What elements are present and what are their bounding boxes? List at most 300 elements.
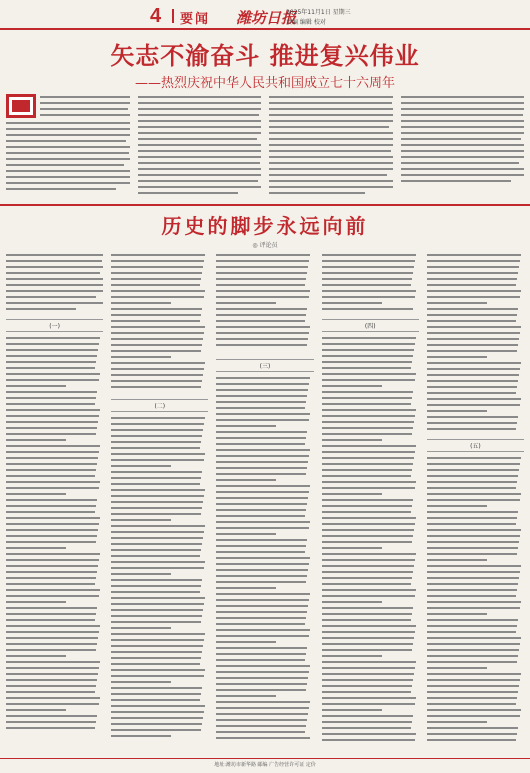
text-line [6, 691, 95, 693]
text-line [216, 491, 309, 493]
text-line [111, 543, 202, 545]
text-line [322, 272, 413, 274]
text-line [322, 278, 412, 280]
text-line [111, 374, 203, 376]
text-line [111, 675, 204, 677]
text-line [111, 417, 205, 419]
text-line [111, 597, 205, 599]
article-column [322, 252, 419, 750]
text-line [216, 254, 310, 256]
text-line [216, 437, 306, 439]
text-line [216, 389, 308, 391]
text-line [427, 637, 521, 639]
text-line [427, 284, 516, 286]
text-line [216, 266, 308, 268]
text-line [111, 254, 205, 256]
text-line [427, 422, 517, 424]
text-line [216, 425, 276, 427]
text-line [216, 521, 310, 523]
text-line [427, 541, 519, 543]
text-line [216, 332, 309, 334]
text-line [427, 463, 520, 465]
text-line [216, 551, 305, 553]
text-lines [6, 94, 130, 202]
text-line [322, 637, 414, 639]
text-line [111, 386, 201, 388]
section-heading: (三) [216, 359, 313, 372]
text-line [216, 515, 305, 517]
text-line [6, 583, 95, 585]
text-line [322, 254, 416, 256]
text-line [427, 535, 520, 537]
text-line [6, 661, 100, 663]
text-line [6, 559, 99, 561]
text-line [427, 410, 487, 412]
text-line [111, 639, 204, 641]
text-line [6, 529, 98, 531]
text-line [216, 461, 308, 463]
text-line [111, 459, 204, 461]
article-title: 历史的脚步永远向前 [161, 214, 369, 238]
text-line [322, 577, 412, 579]
text-lines [216, 375, 313, 745]
text-line [111, 489, 205, 491]
text-line [6, 403, 95, 405]
text-line [111, 657, 201, 659]
text-line [216, 290, 310, 292]
text-line [216, 455, 309, 457]
text-line [216, 665, 310, 667]
text-line [427, 308, 518, 310]
text-line [111, 501, 203, 503]
text-line [6, 385, 66, 387]
text-line [216, 689, 306, 691]
text-line [322, 709, 382, 711]
text-lines [111, 252, 208, 392]
text-line [6, 607, 97, 609]
text-line [111, 603, 204, 605]
text-line [216, 413, 310, 415]
text-line [427, 721, 487, 723]
text-line [322, 571, 413, 573]
text-line [216, 338, 308, 340]
text-line [322, 679, 413, 681]
text-line [322, 661, 416, 663]
text-line [216, 605, 308, 607]
section-heading: (一) [6, 319, 103, 332]
text-line [6, 349, 98, 351]
text-line [216, 713, 308, 715]
article-column [111, 252, 208, 750]
text-line [322, 433, 412, 435]
text-line [111, 429, 203, 431]
text-line [322, 373, 416, 375]
text-line [322, 673, 414, 675]
masthead-logo: 潍坊日报 [236, 9, 297, 27]
text-line [427, 404, 520, 406]
text-line [111, 507, 202, 509]
text-line [111, 549, 201, 551]
text-line [427, 517, 517, 519]
editorial-column [269, 94, 393, 202]
text-line [427, 475, 518, 477]
text-line [427, 260, 520, 262]
text-line [322, 535, 413, 537]
header-divider [172, 9, 174, 23]
text-line [111, 477, 201, 479]
text-line [216, 737, 310, 739]
section-heading: (四) [322, 319, 419, 332]
text-line [6, 343, 99, 345]
text-line [216, 284, 305, 286]
text-line [6, 445, 100, 447]
text-line [427, 565, 521, 567]
text-line [216, 296, 309, 298]
text-line [6, 457, 98, 459]
article-column [6, 252, 103, 750]
text-line [322, 296, 415, 298]
text-line [322, 643, 413, 645]
text-line [6, 451, 99, 453]
text-lines [6, 252, 103, 312]
text-line [216, 599, 309, 601]
text-line [322, 523, 415, 525]
text-line [322, 703, 415, 705]
text-line [427, 607, 520, 609]
text-line [6, 379, 99, 381]
text-line [6, 715, 97, 717]
text-line [427, 571, 520, 573]
text-line [6, 337, 100, 339]
text-line [111, 591, 200, 593]
text-line [427, 487, 516, 489]
text-line [216, 302, 276, 304]
text-line [322, 613, 412, 615]
text-line [427, 457, 521, 459]
text-line [216, 653, 306, 655]
text-line [427, 589, 517, 591]
text-line [6, 391, 97, 393]
text-line [427, 697, 517, 699]
text-line [6, 499, 97, 501]
text-line [6, 721, 96, 723]
text-line [427, 392, 516, 394]
text-line [6, 667, 99, 669]
text-line [216, 545, 306, 547]
text-line [427, 595, 516, 597]
text-line [322, 266, 414, 268]
page-header [0, 0, 530, 30]
text-line [111, 693, 201, 695]
text-line [6, 547, 66, 549]
text-line [216, 407, 305, 409]
text-line [6, 439, 66, 441]
text-line [427, 643, 520, 645]
text-line [6, 505, 96, 507]
text-line [322, 553, 416, 555]
text-line [322, 667, 415, 669]
text-line [6, 481, 100, 483]
text-line [427, 601, 521, 603]
text-line [6, 493, 66, 495]
header-date: 2025年11月1日 星期三 [286, 9, 351, 16]
text-line [111, 669, 205, 671]
text-line [322, 409, 416, 411]
text-line [216, 533, 276, 535]
text-line [6, 541, 96, 543]
text-line [6, 469, 96, 471]
editorial-subtitle: ——热烈庆祝中华人民共和国成立七十六周年 [134, 76, 395, 91]
text-lines [138, 94, 262, 202]
text-line [216, 581, 306, 583]
text-line [111, 380, 202, 382]
text-line [111, 627, 171, 629]
text-line [216, 320, 305, 322]
text-line [427, 326, 521, 328]
text-line [111, 579, 202, 581]
text-line [427, 715, 520, 717]
text-line [322, 463, 413, 465]
text-line [216, 539, 307, 541]
text-line [427, 631, 516, 633]
text-line [111, 350, 201, 352]
text-line [111, 609, 203, 611]
text-line [216, 695, 276, 697]
text-line [427, 667, 487, 669]
text-line [6, 433, 96, 435]
text-line [427, 398, 521, 400]
text-line [427, 685, 519, 687]
text-line [427, 320, 516, 322]
text-line [111, 284, 200, 286]
text-line [427, 655, 518, 657]
text-line [427, 505, 487, 507]
text-line [322, 427, 413, 429]
text-line [322, 487, 415, 489]
text-line [427, 739, 516, 741]
text-line [322, 469, 412, 471]
text-line [427, 619, 518, 621]
text-line [322, 649, 412, 651]
text-line [427, 679, 520, 681]
text-line [6, 595, 99, 597]
text-line [427, 350, 517, 352]
text-line [322, 355, 413, 357]
text-line [216, 575, 307, 577]
text-line [6, 679, 97, 681]
text-line [6, 589, 100, 591]
article-byline: ◎ 评论员 [252, 242, 278, 249]
text-line [322, 397, 412, 399]
text-line [6, 475, 95, 477]
text-lines [322, 335, 419, 745]
text-line [322, 457, 414, 459]
section-heading: (二) [111, 399, 208, 412]
text-line [216, 308, 307, 310]
text-line [111, 338, 203, 340]
text-line [216, 479, 276, 481]
text-line [427, 727, 518, 729]
text-line [111, 705, 205, 707]
text-line [322, 385, 382, 387]
text-line [322, 595, 415, 597]
text-line [322, 260, 415, 262]
text-line [427, 499, 520, 501]
text-line [111, 699, 200, 701]
article-body [6, 252, 524, 750]
header-rule [0, 28, 530, 30]
text-line [216, 671, 309, 673]
text-line [216, 629, 310, 631]
text-line [216, 725, 306, 727]
text-line [216, 503, 307, 505]
text-line [111, 483, 200, 485]
text-line [322, 583, 411, 585]
text-line [111, 687, 202, 689]
text-line [216, 635, 309, 637]
text-line [111, 531, 204, 533]
text-line [322, 505, 412, 507]
text-line [6, 673, 98, 675]
text-line [216, 611, 307, 613]
text-line [427, 386, 517, 388]
text-line [427, 649, 519, 651]
text-line [322, 379, 415, 381]
text-line [322, 493, 382, 495]
text-line [322, 529, 414, 531]
text-line [111, 651, 202, 653]
text-lines [427, 252, 524, 432]
text-line [111, 435, 202, 437]
text-line [111, 615, 202, 617]
text-line [216, 707, 309, 709]
text-line [111, 447, 200, 449]
text-line [427, 529, 521, 531]
text-line [6, 427, 97, 429]
text-line [427, 380, 518, 382]
text-line [111, 344, 202, 346]
text-line [111, 368, 204, 370]
text-line [322, 721, 412, 723]
text-line [427, 254, 521, 256]
text-line [111, 525, 205, 527]
text-line [427, 302, 487, 304]
text-line [111, 729, 201, 731]
text-line [111, 681, 171, 683]
text-line [6, 415, 99, 417]
text-lines [269, 94, 393, 202]
text-line [322, 727, 411, 729]
text-line [322, 415, 415, 417]
text-line [427, 368, 520, 370]
text-line [111, 573, 171, 575]
text-line [427, 344, 518, 346]
text-line [216, 449, 310, 451]
editorial-column [401, 94, 525, 202]
text-line [111, 735, 171, 737]
text-line [216, 278, 306, 280]
text-line [322, 403, 411, 405]
text-lines [322, 252, 419, 312]
text-line [216, 473, 306, 475]
text-line [216, 647, 307, 649]
text-line [216, 485, 310, 487]
text-line [216, 344, 307, 346]
text-line [111, 555, 200, 557]
editorial-column [6, 94, 130, 202]
text-line [6, 367, 95, 369]
text-line [216, 431, 307, 433]
text-line [6, 421, 98, 423]
text-line [111, 332, 204, 334]
text-line [6, 523, 99, 525]
text-lines [401, 94, 525, 202]
text-line [427, 625, 517, 627]
text-line [322, 541, 412, 543]
text-line [6, 361, 96, 363]
text-line [322, 517, 416, 519]
text-line [6, 553, 100, 555]
text-line [427, 278, 517, 280]
text-line [216, 260, 309, 262]
text-line [216, 719, 307, 721]
text-line [322, 685, 412, 687]
text-line [322, 302, 382, 304]
text-line [216, 377, 310, 379]
text-line [111, 362, 205, 364]
text-line [216, 587, 276, 589]
text-line [322, 733, 416, 735]
text-line [216, 401, 306, 403]
text-line [427, 577, 519, 579]
text-line [427, 338, 519, 340]
text-line [216, 593, 310, 595]
text-line [111, 561, 205, 563]
text-line [6, 355, 97, 357]
text-line [6, 613, 96, 615]
text-line [6, 565, 98, 567]
text-line [111, 302, 171, 304]
text-line [322, 547, 382, 549]
text-lines [111, 415, 208, 745]
text-line [111, 278, 201, 280]
text-line [216, 443, 305, 445]
text-line [427, 296, 520, 298]
text-line [322, 739, 415, 741]
text-line [111, 296, 204, 298]
text-line [6, 697, 100, 699]
text-lines [216, 252, 313, 352]
article-column [427, 252, 524, 750]
text-lines [427, 455, 524, 745]
text-line [427, 272, 518, 274]
text-line [111, 326, 205, 328]
text-line [216, 623, 305, 625]
text-line [322, 475, 411, 477]
text-line [322, 445, 416, 447]
text-line [111, 465, 171, 467]
text-line [6, 577, 96, 579]
text-line [6, 463, 97, 465]
text-line [6, 703, 99, 705]
text-line [216, 272, 307, 274]
text-line [427, 691, 518, 693]
text-line [427, 314, 517, 316]
text-line [322, 421, 414, 423]
text-line [6, 487, 99, 489]
text-line [6, 517, 100, 519]
footer-info: 地址:潍坊市新华路 邮编 广告经营许可证 定价 [214, 762, 316, 768]
